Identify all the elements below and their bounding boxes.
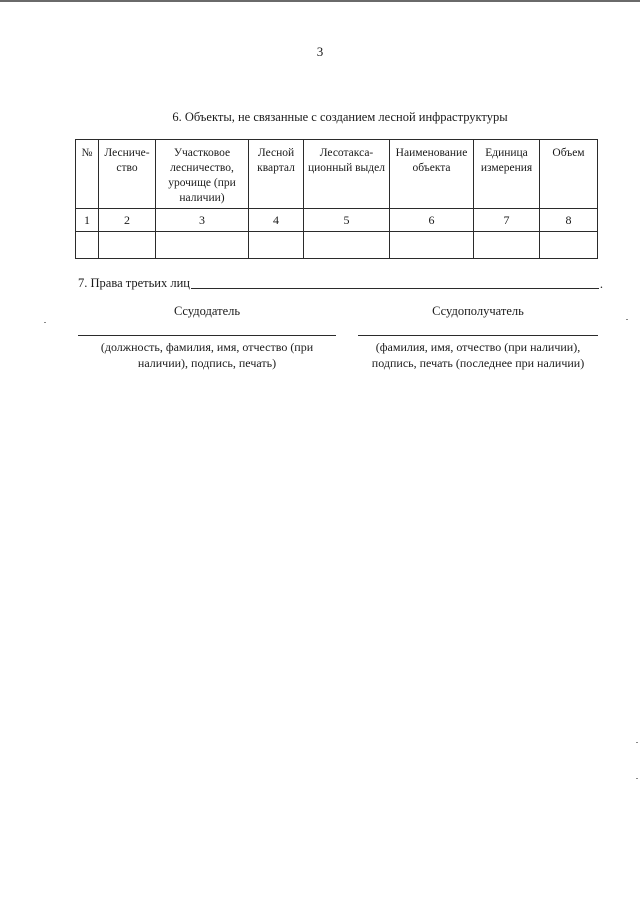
column-header-forest-quarter: Лесной квартал [249,140,304,209]
column-number-cell: 5 [304,209,390,232]
section-6-title: 6. Объекты, не связанные с созданием лесной инфраструктуры [172,110,508,124]
scan-speck [626,319,628,320]
table-column-number-row [76,209,598,232]
empty-cell [99,232,156,259]
third-party-rights-fill-line [191,288,599,289]
empty-cell [249,232,304,259]
borrower-signature-block [358,304,598,371]
column-header-number: № [76,140,99,209]
lender-signature-caption: (должность, фамилия, имя, отчество (при наличии), подпись, печать) [100,340,314,370]
column-number-cell: 1 [76,209,99,232]
scan-speck [44,322,46,323]
borrower-role: Ссудополучатель [432,304,524,318]
column-header-taxation-unit: Лесотакса-ционный выдел [304,140,390,209]
table-header-row [76,140,598,209]
lender-role: Ссудодатель [173,304,241,318]
empty-cell [540,232,598,259]
column-number-cell: 7 [474,209,540,232]
page-number: 3 [316,44,324,59]
borrower-signature-caption: (фамилия, имя, отчество (при наличии), подпись, печать (последнее при наличии) [371,340,585,370]
third-party-rights-period: . [599,277,603,291]
empty-cell [156,232,249,259]
page-top-edge [0,0,640,2]
empty-cell [474,232,540,259]
column-number-cell: 8 [540,209,598,232]
third-party-rights-label: 7. Права третьих лиц [78,276,190,290]
column-number-cell: 4 [249,209,304,232]
column-header-unit: Единица измерения [474,140,540,209]
column-number-cell: 6 [390,209,474,232]
column-header-object-name: Наименование объекта [390,140,474,209]
objects-table [75,139,598,259]
column-number-cell: 2 [99,209,156,232]
scan-speck [636,742,638,743]
column-header-district-forestry: Участковое лесничество, урочище (при наличии) [156,140,249,209]
empty-cell [76,232,99,259]
column-number-cell: 3 [156,209,249,232]
lender-signature-block [78,304,336,371]
lender-signature-line [78,335,336,336]
scan-speck [636,778,638,779]
empty-cell [390,232,474,259]
column-header-forestry: Лесниче-ство [99,140,156,209]
borrower-signature-line [358,335,598,336]
table-empty-row [76,232,598,259]
empty-cell [304,232,390,259]
column-header-volume: Объем [540,140,598,209]
third-party-rights [78,276,608,291]
